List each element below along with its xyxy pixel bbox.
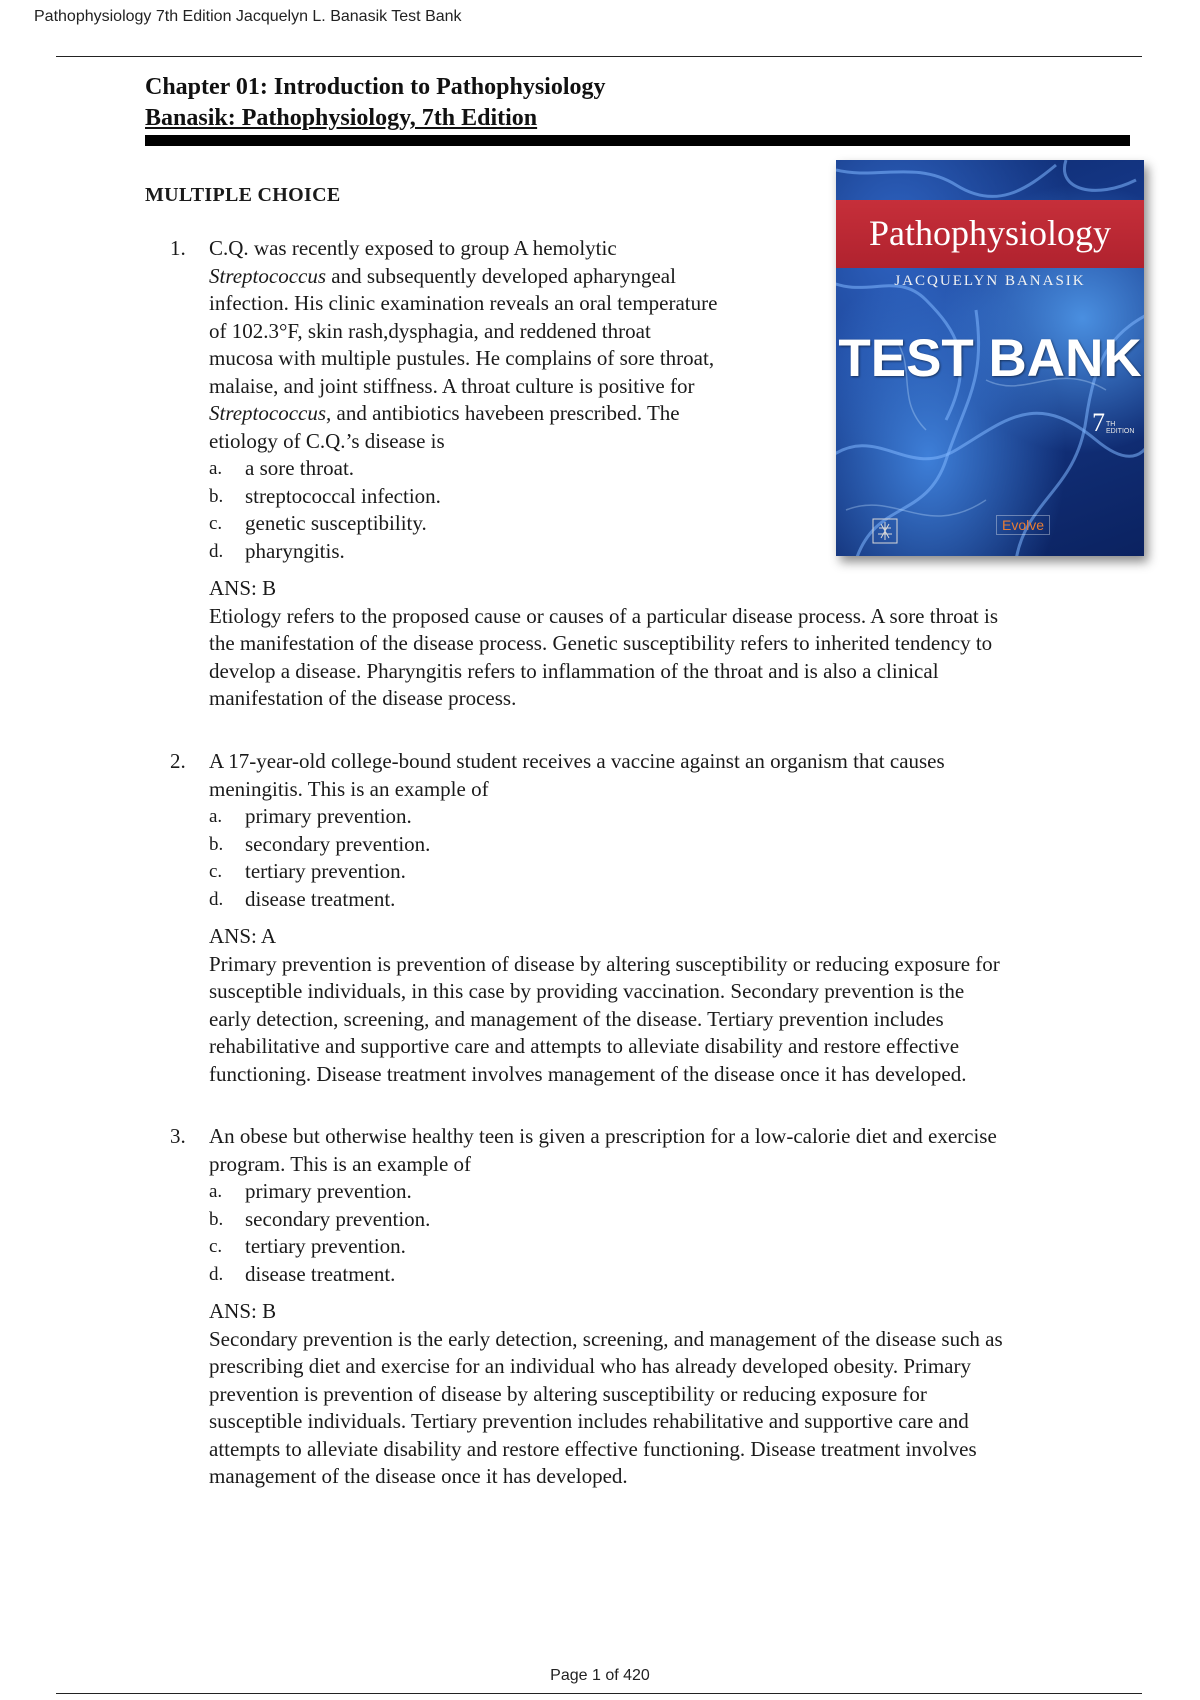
answer-option <box>209 803 1000 831</box>
option-text: pharyngitis. <box>245 538 345 563</box>
option-letter: c. <box>209 1236 223 1257</box>
cover-author: JACQUELYN BANASIK <box>894 273 1086 289</box>
cover-edition-number: 7 <box>1092 408 1105 437</box>
organism-name: Streptococcus <box>209 263 327 288</box>
cover-test-bank-overlay: TEST BANK <box>838 329 1142 388</box>
rationale-line: prevention is prevention of disease by altering susceptibility or reducing exposure for <box>209 1381 927 1406</box>
question-number: 2. <box>170 749 186 773</box>
rationale-line: the manifestation of the disease process. Genetic susceptibility refers to inherited tendency to <box>209 631 993 655</box>
option-text: primary prevention. <box>245 1179 412 1203</box>
chapter-divider <box>145 135 1130 146</box>
option-letter: d. <box>209 888 224 910</box>
rationale-line: Etiology refers to the proposed cause or causes of a particular disease process. A sore throat is <box>209 603 998 628</box>
answer-option <box>209 1206 1003 1234</box>
header-divider <box>56 56 1142 57</box>
option-text: tertiary prevention. <box>245 859 406 883</box>
question-number: 1. <box>170 236 186 260</box>
question-stem-line: etiology of C.Q.’s disease is <box>209 428 445 453</box>
question-stem-line: Streptococcus and subsequently developed apharyngeal <box>209 263 676 288</box>
rationale-line: susceptible individuals, in this case by providing vaccination. Secondary prevention is the <box>209 979 965 1003</box>
question-stem-line: infection. His clinic examination reveals an oral temperature <box>209 291 718 315</box>
rationale-line: rehabilitative and supportive care and attempts to alleviate disability and restore effective <box>209 1034 960 1058</box>
option-letter: a. <box>209 1181 223 1202</box>
option-text: disease treatment. <box>245 886 396 911</box>
rationale-line: susceptible individuals. Tertiary prevention includes rehabilitative and supportive care and <box>209 1409 969 1433</box>
answer-option <box>209 455 998 483</box>
rationale-line: Primary prevention is prevention of disease by altering susceptibility or reducing exposure for <box>209 951 1000 976</box>
option-letter: a. <box>209 806 223 827</box>
question-stem-line: mucosa with multiple pustules. He complains of sore throat, <box>209 346 715 370</box>
option-text: secondary prevention. <box>245 1206 431 1231</box>
question-stem-line: A 17-year-old college-bound student receives a vaccine against an organism that causes <box>209 749 945 773</box>
option-letter: c. <box>209 861 223 882</box>
answer-option <box>209 1178 1003 1206</box>
question-body <box>209 235 998 713</box>
option-letter: b. <box>209 485 224 507</box>
running-header: Pathophysiology 7th Edition Jacquelyn L. Banasik Test Bank <box>34 8 462 25</box>
chapter-heading <box>145 72 1130 146</box>
option-text: streptococcal infection. <box>245 483 441 508</box>
organism-name: Streptococcus <box>209 401 327 425</box>
option-text: a sore throat. <box>245 456 355 480</box>
rationale-line: functioning. Disease treatment involves management of the disease once it has developed. <box>209 1061 967 1086</box>
answer-option <box>209 483 998 511</box>
option-letter: a. <box>209 458 223 479</box>
rationale-line: manifestation of the disease process. <box>209 686 517 710</box>
question-stem-line: program. This is an example of <box>209 1151 472 1176</box>
rationale-line: early detection, screening, and management of the disease. Tertiary prevention includes <box>209 1006 944 1031</box>
option-letter: d. <box>209 1263 224 1285</box>
option-text: genetic susceptibility. <box>245 511 427 535</box>
question-body <box>209 1123 1003 1491</box>
answer-option <box>209 858 1000 886</box>
cover-edition-suffix: TH EDITION <box>1106 421 1135 435</box>
cover-publisher-mark: Evolve <box>996 515 1050 535</box>
rationale-line: develop a disease. Pharyngitis refers to inflammation of the throat and is also a clinical <box>209 658 939 683</box>
question-stem-line: malaise, and joint stiffness. A throat culture is positive for <box>209 373 695 398</box>
question-stem-line: C.Q. was recently exposed to group A hemolytic <box>209 236 617 260</box>
answer-key: ANS: B <box>209 1299 277 1323</box>
question-number: 3. <box>170 1124 186 1148</box>
option-text: tertiary prevention. <box>245 1234 406 1258</box>
rationale-line: Secondary prevention is the early detection, screening, and management of the disease such as <box>209 1326 1003 1351</box>
option-text: secondary prevention. <box>245 831 431 856</box>
book-title <box>145 103 1130 134</box>
rationale-line: management of the disease once it has developed. <box>209 1464 628 1488</box>
footer-divider <box>56 1693 1142 1694</box>
answer-option <box>209 1261 1003 1289</box>
question-stem-line: Streptococcus, and antibiotics havebeen prescribed. The <box>209 401 680 425</box>
answer-option <box>209 886 1000 914</box>
option-letter: b. <box>209 1208 224 1230</box>
option-text: disease treatment. <box>245 1261 396 1286</box>
chapter-title: Chapter 01: Introduction to Pathophysiology <box>145 74 606 100</box>
option-letter: d. <box>209 540 224 562</box>
page-number: Page 1 of 420 <box>550 1667 650 1684</box>
question-stem-line: meningitis. This is an example of <box>209 776 489 801</box>
question-stem-line: of 102.3°F, skin rash,dysphagia, and reddened throat <box>209 318 651 343</box>
rationale-line: attempts to alleviate disability and restore effective functioning. Disease treatment involves <box>209 1436 977 1461</box>
cover-title: Pathophysiology <box>868 213 1111 253</box>
option-letter: b. <box>209 833 224 855</box>
answer-option <box>209 1233 1003 1261</box>
answer-option <box>209 831 1000 859</box>
answer-key: ANS: A <box>209 924 277 948</box>
rationale-line: prescribing diet and exercise for an individual who has already developed obesity. Primary <box>209 1354 971 1378</box>
option-text: primary prevention. <box>245 804 412 828</box>
book-title-text: Banasik: Pathophysiology, 7th Edition <box>145 105 538 131</box>
section-heading: MULTIPLE CHOICE <box>145 184 341 206</box>
answer-key: ANS: B <box>209 576 277 600</box>
answer-option <box>209 538 998 566</box>
option-letter: c. <box>209 513 223 534</box>
answer-option <box>209 510 998 538</box>
question-stem-line: An obese but otherwise healthy teen is given a prescription for a low-calorie diet and exercise <box>209 1124 997 1148</box>
question-body <box>209 748 1000 1088</box>
